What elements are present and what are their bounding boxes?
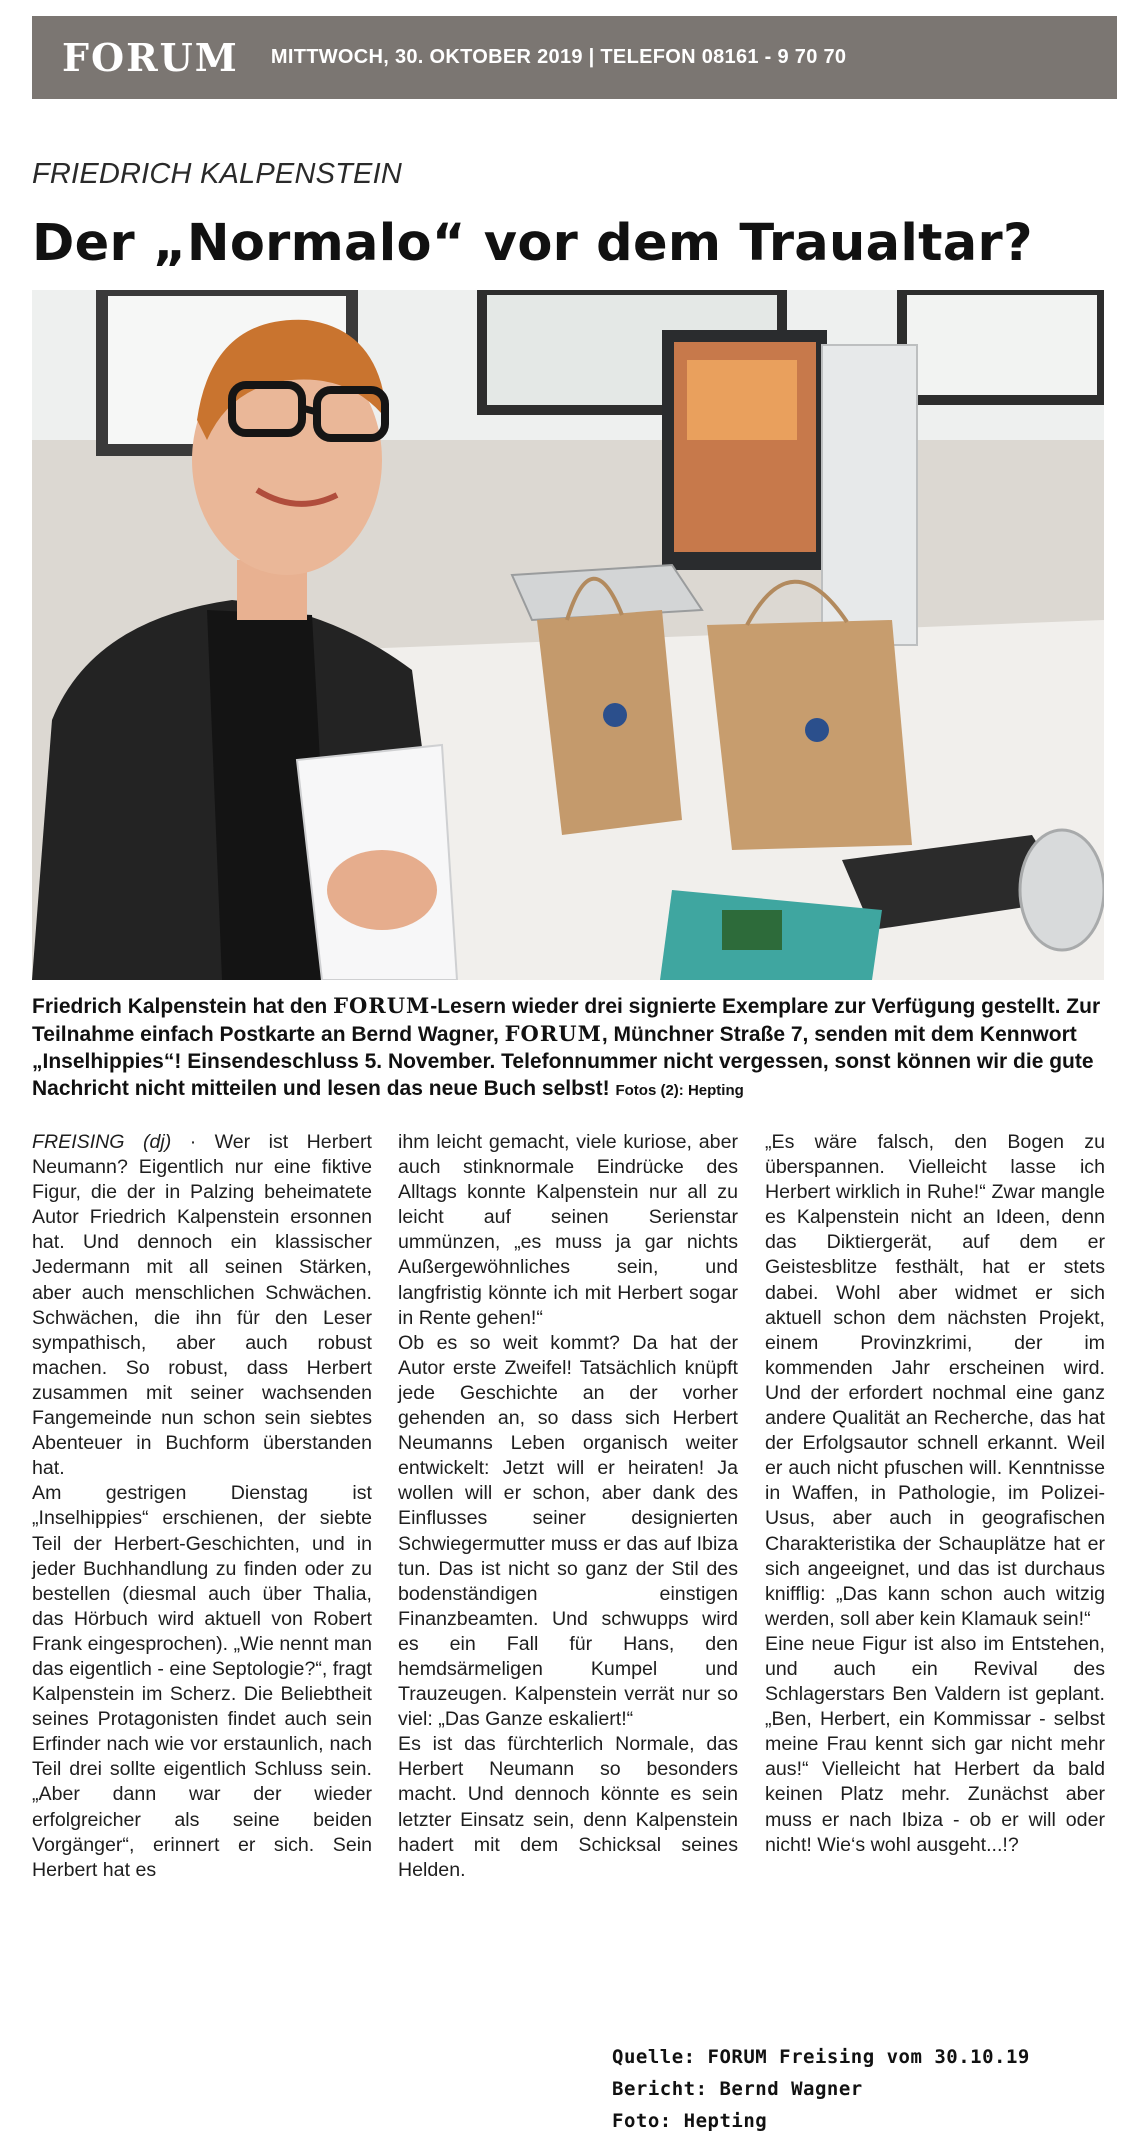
issue-dateline: MITTWOCH, 30. OKTOBER 2019 | TELEFON 08161 - 9 70 70: [270, 46, 847, 68]
photo-credit: Fotos (2): Hepting: [615, 1082, 744, 1099]
paragraph: Eine neue Figur ist also im Entstehen, und auch ein Revival des Schlagerstars Ben Valdern ist geplant. „Ben, Herbert, ein Kommissar - selbst meine Frau kennt sich gar nicht mehr aus!“ Vielleicht hat Herbert da bald keinen Platz mehr. Zunächst aber muss er nach Ibiza - ob er will oder nicht! Wie‘s wohl ausgeht...!?: [765, 1632, 1105, 1856]
source-line: Quelle: FORUM Freising vom 30.10.19: [612, 2046, 1030, 2068]
article-photo: [32, 290, 1104, 980]
article-dateline: FREISING (dj): [32, 1131, 172, 1153]
caption-brand-1: FORUM: [333, 993, 431, 1018]
masthead-bar: [32, 16, 1117, 99]
paragraph: Ob es so weit kommt? Da hat der Autor erste Zweifel! Tatsächlich knüpft jede Geschichte an der vorher gehenden an, so dass sich Herbert Neumanns Leben organisch weiter entwickelt: Jetzt will er heiraten! Ja wollen will er schon, aber dank des Einflusses seiner designierten Schwiegermutter muss er das auf Ibiza tun. Das ist nicht so ganz der Stil des bodenständigen einstigen Finanzbeamten. Und schwupps wird es ein Fall für Hans, den hemdsärmeligen Kumpel und Trauzeugen. Kalpenstein verrät nur so viel: „Das Ganze eskaliert!“: [398, 1331, 738, 1731]
paragraph: [32, 1130, 372, 1481]
photo-caption: [32, 992, 1107, 1104]
caption-text-3: , Münchner Straße 7, senden mit dem Kennwort „Inselhippies“! Einsendeschluss 5. November. Telefonnummer nicht vergessen, sonst können wir die gute Nachricht nicht mitteilen und lesen das neue Buch selbst!: [32, 1023, 1094, 1100]
paragraph-text: · Wer ist Herbert Neumann? Eigentlich nur eine fiktive Figur, die der in Palzing beheimatete Autor Friedrich Kalpenstein ersonnen hat. Und dennoch ein klassischer Jedermann mit all seinen Stärken, aber auch menschlichen Schwächen. Schwächen, die ihn für den Leser sympathisch, aber auch robust machen. So robust, dass Herbert zusammen mit seiner wachsenden Fangemeinde nun schon sein siebtes Abenteuer in Buchform überstanden hat.: [32, 1131, 372, 1480]
forum-logo: FORUM: [62, 35, 239, 80]
paragraph: ihm leicht gemacht, viele kuriose, aber auch stinknormale Eindrücke des Alltags konnte Kalpenstein nur all zu leicht auf seinen Serienstar ummünzen, „es muss ja gar nichts Außergewöhnliches sein, und langfristig könnte ich mit Herbert sogar in Rente gehen!“: [398, 1131, 738, 1329]
photo-line: Foto: Hepting: [612, 2110, 768, 2132]
article-column-3: [765, 1130, 1105, 1858]
article-column-1: [32, 1130, 372, 1883]
paragraph: Es ist das fürchterlich Normale, das Herbert Neumann so besonders macht. Und dennoch könnte es sein letzter Einsatz sein, denn Kalpenstein hadert mit dem Schicksal seines Helden.: [398, 1733, 738, 1881]
paragraph: „Es wäre falsch, den Bogen zu überspannen. Vielleicht lasse ich Herbert wirklich in Ruhe!“ Zwar mangle es Kalpenstein nicht an Ideen, denn das Diktiergerät, auf dem er Geistesblitze festhält, hat er stets dabei. Wohl aber widmet er sich aktuell schon dem nächsten Projekt, einem Provinzkrimi, der im kommenden Jahr erscheinen wird. Und der erfordert nochmal eine ganz andere Qualität an Recherche, das hat der Erfolgsautor schnell erkannt. Weil er auch nicht pfuschen will. Kenntnisse in Waffen, in Pathologie, im Polizei-Usus, aber auch in geografischen Charakteristika der Schauplätze hat er sich angeeignet, und das ist durchaus knifflig: „Das kann schon auch witzig werden, soll aber kein Klamauk sein!“: [765, 1131, 1105, 1630]
author-photo-illustration: [32, 290, 1104, 980]
report-line: Bericht: Bernd Wagner: [612, 2078, 863, 2100]
paragraph: Am gestrigen Dienstag ist „Inselhippies“ erschienen, der siebte Teil der Herbert-Geschichten, und in jeder Buchhandlung zu finden oder zu bestellen (diesmal auch über Thalia, das Hörbuch wird aktuell von Robert Frank eingesprochen). „Wie nennt man das eigentlich - eine Septologie?“, fragt Kalpenstein im Scherz. Die Beliebtheit seines Protagonisten findet auch sein Erfinder nach wie vor erstaunlich, nach Teil drei sollte eigentlich Schluss sein. „Aber dann war der wieder erfolgreicher als seine beiden Vorgänger“, erinnert er sich. Sein Herbert hat es: [32, 1482, 372, 1881]
article-kicker: FRIEDRICH KALPENSTEIN: [32, 158, 402, 190]
caption-text-2: -Lesern wieder drei signierte Exemplare zur Verfügung gestellt. Zur Teilnahme einfach Postkarte an Bernd Wagner,: [32, 995, 1101, 1046]
article-column-2: [398, 1130, 738, 1883]
caption-brand-2: FORUM: [504, 1021, 602, 1046]
article-headline: Der „Normalo“ vor dem Traualtar?: [32, 214, 1033, 273]
caption-text-1: Friedrich Kalpenstein hat den: [32, 995, 334, 1018]
